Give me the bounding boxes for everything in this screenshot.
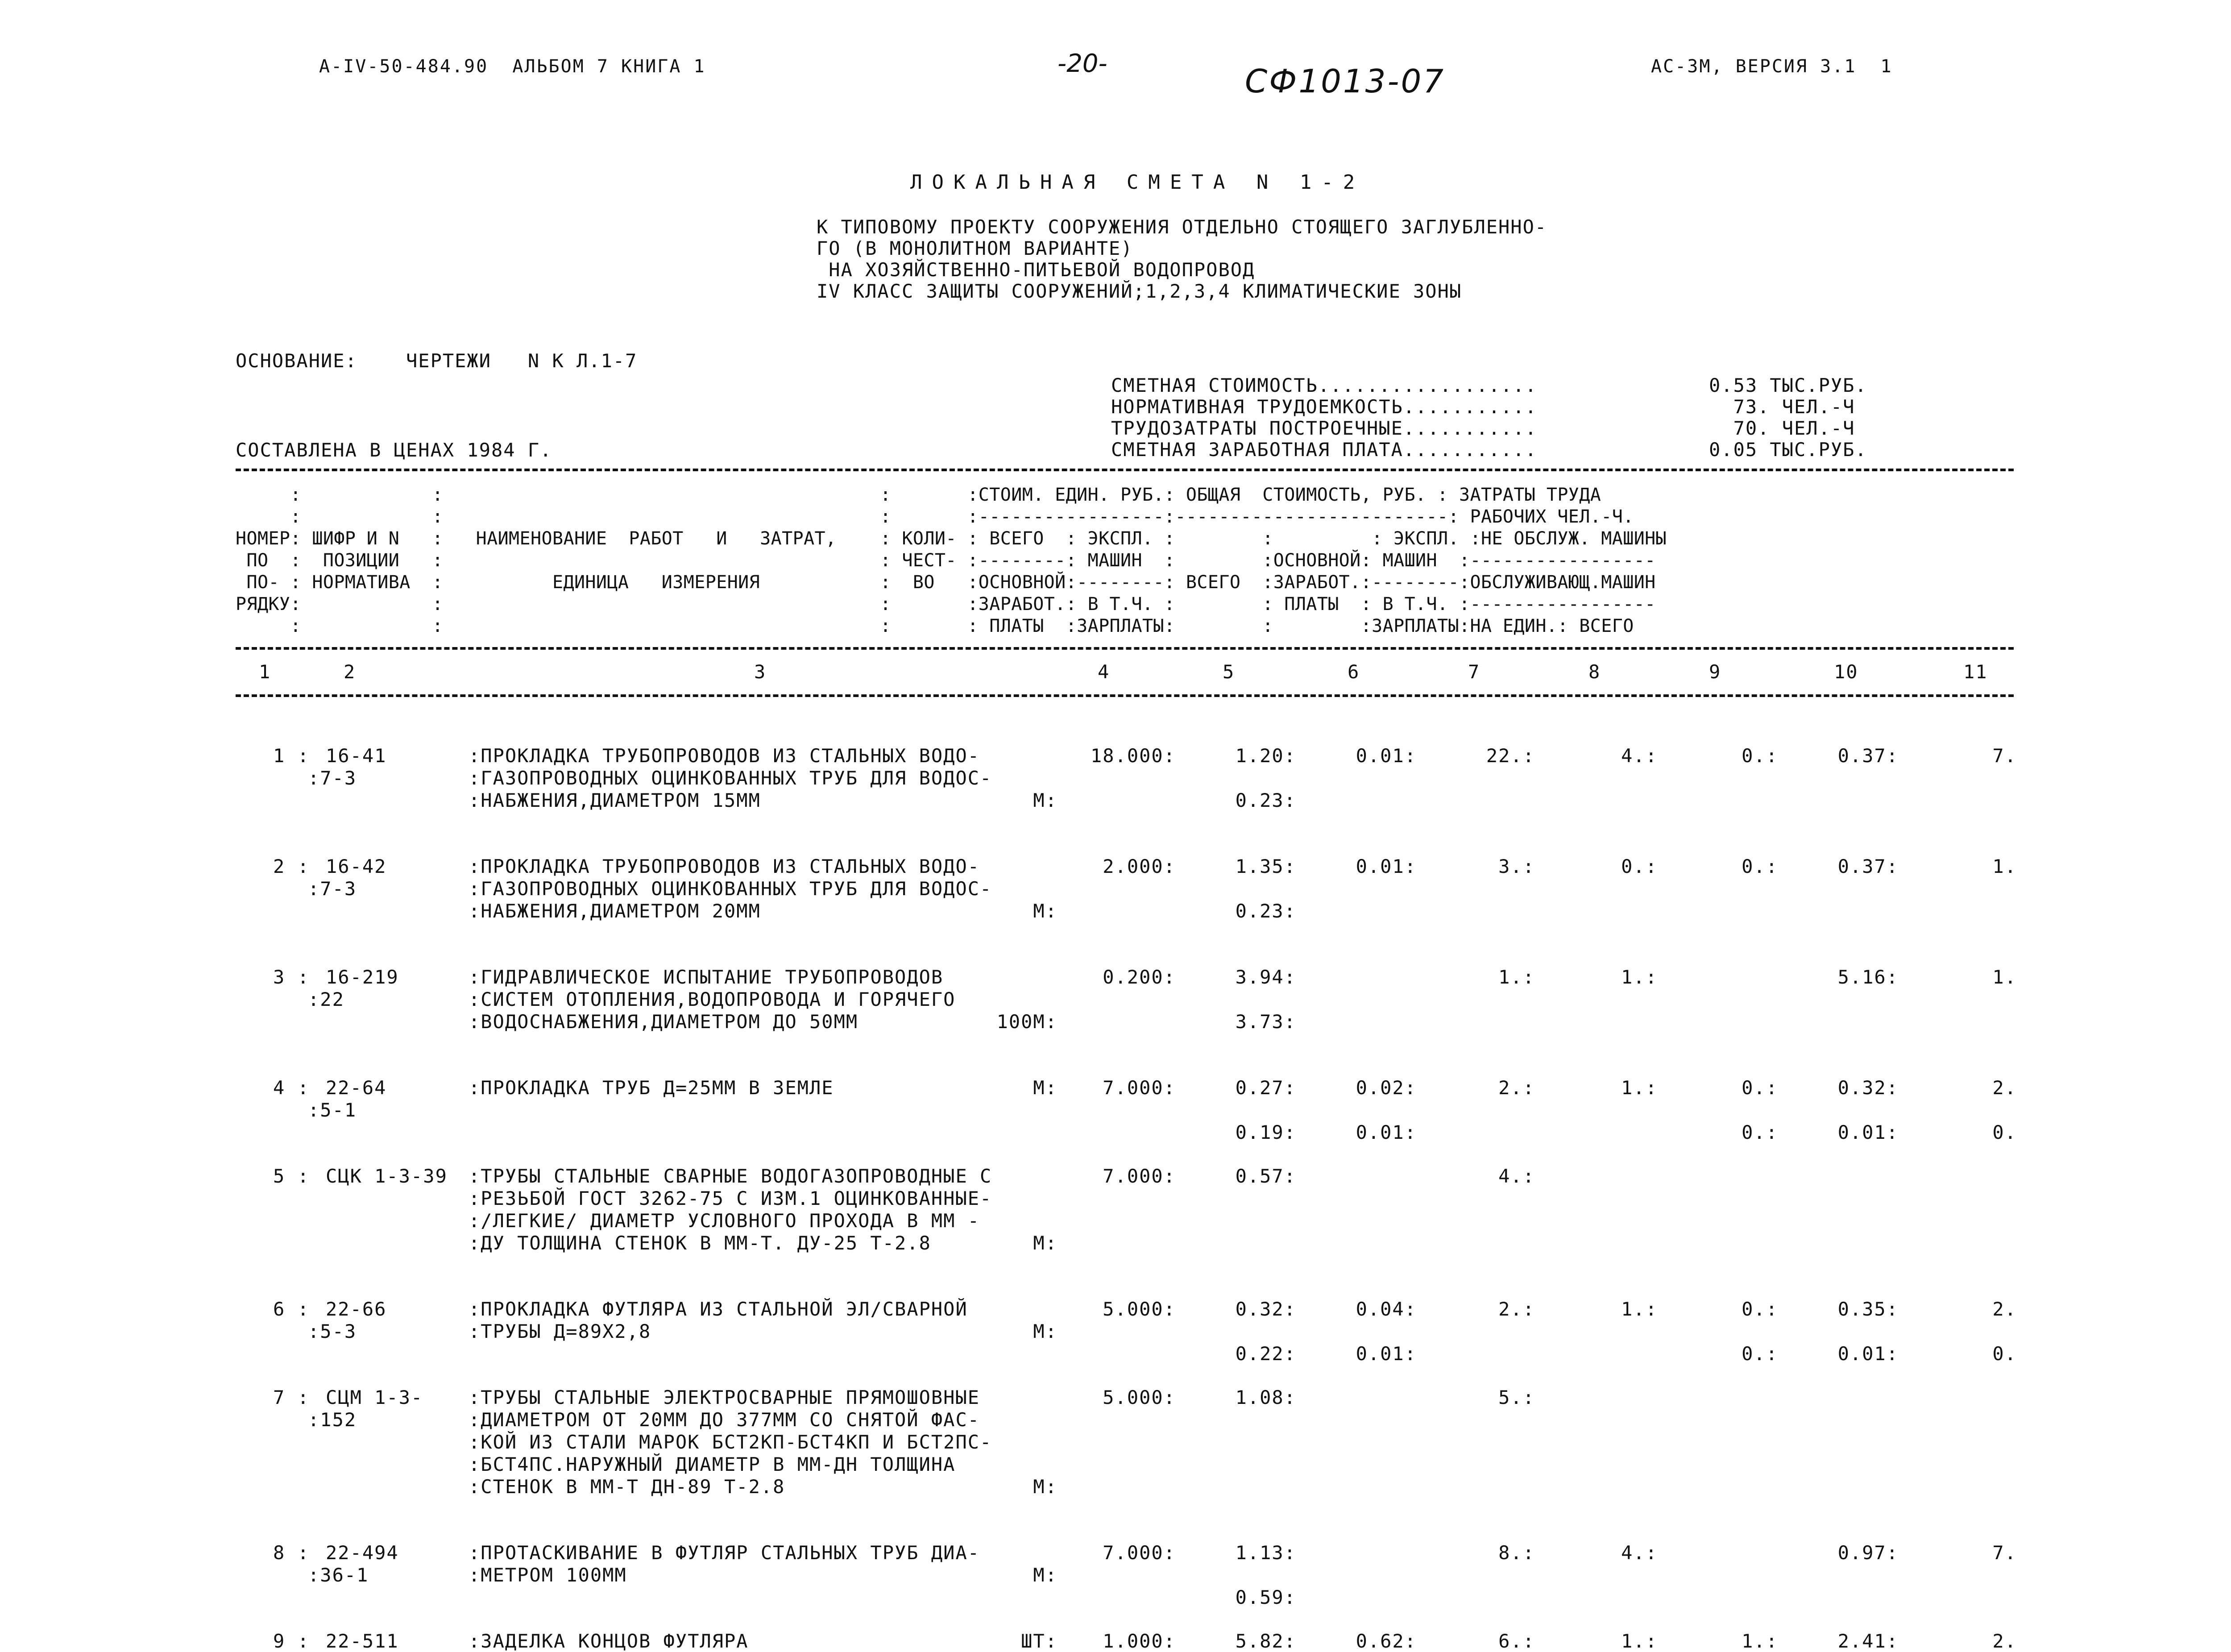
labor-total: 2.	[1992, 1630, 2017, 1652]
work-name: :КОЙ ИЗ СТАЛИ МАРОК БСТ2КП-БСТ4КП И БСТ2ПС-	[469, 1431, 992, 1453]
norm-code: :7-3	[308, 767, 357, 789]
work-name: :СТЕНОК В ММ-Т ДН-89 Т-2.8	[469, 1476, 785, 1498]
work-name: :ГАЗОПРОВОДНЫХ ОЦИНКОВАННЫХ ТРУБ ДЛЯ ВОДОС-	[469, 767, 992, 789]
summary-label: СМЕТНАЯ СТОИМОСТЬ..................	[1111, 374, 1538, 396]
work-name: :СИСТЕМ ОТОПЛЕНИЯ,ВОДОПРОВОДА И ГОРЯЧЕГО	[469, 988, 956, 1010]
prices-line: СОСТАВЛЕНА В ЦЕНАХ 1984 Г.	[236, 439, 552, 461]
labor-per-unit: 0.37:	[1837, 745, 1899, 767]
quantity: 5.000:	[1103, 1298, 1176, 1320]
total-machine-cost: 0.:	[1742, 855, 1778, 877]
norm-code: :36-1	[308, 1564, 369, 1586]
work-name: :ДУ ТОЛЩИНА СТЕНОК В ММ-Т. ДУ-25 Т-2.8	[469, 1232, 931, 1254]
total-cost: 1.:	[1498, 966, 1535, 988]
unit-machine-cost: 0.04:	[1356, 1298, 1417, 1320]
total-salary: 4.:	[1621, 745, 1658, 767]
unit: 100М:	[996, 1011, 1057, 1033]
handwritten-code: СФ1013-07	[1245, 62, 1446, 100]
work-name: :ПРОКЛАДКА ТРУБОПРОВОДОВ ИЗ СТАЛЬНЫХ ВОДО-	[469, 855, 980, 877]
quantity: 7.000:	[1103, 1077, 1176, 1099]
unit-total-cost: 5.82:	[1235, 1630, 1296, 1652]
summary-label: СМЕТНАЯ ЗАРАБОТНАЯ ПЛАТА...........	[1111, 439, 1538, 461]
norm-code: :5-1	[308, 1099, 357, 1121]
labor-per-unit: 0.35:	[1837, 1298, 1899, 1320]
quantity: 1.000:	[1103, 1630, 1176, 1652]
row-number: 4 :	[273, 1077, 310, 1099]
row-number: 1 :	[273, 745, 310, 767]
work-name: :ПРОКЛАДКА ТРУБ Д=25ММ В ЗЕМЛЕ	[469, 1077, 834, 1099]
norm-code: 22-511	[326, 1630, 399, 1652]
labor-total-machine: 0.	[1992, 1343, 2017, 1365]
unit-machine-salary: 0.01:	[1356, 1343, 1417, 1365]
total-machine-salary: 0.:	[1742, 1343, 1778, 1365]
summary-value: 73. ЧЕЛ.-Ч	[1709, 396, 1855, 418]
norm-code: :22	[308, 988, 344, 1010]
document-code: А-IV-50-484.90 АЛЬБОМ 7 КНИГА 1	[319, 56, 706, 77]
summary-value: 70. ЧЕЛ.-Ч	[1709, 417, 1855, 439]
work-name: :НАБЖЕНИЯ,ДИАМЕТРОМ 20ММ	[469, 900, 761, 922]
work-name: :ТРУБЫ Д=89Х2,8	[469, 1320, 651, 1342]
unit-total-cost: 1.08:	[1235, 1386, 1296, 1408]
unit: М:	[1033, 1564, 1057, 1586]
total-machine-cost: 0.:	[1742, 1077, 1778, 1099]
quantity: 7.000:	[1103, 1165, 1176, 1187]
unit: М:	[1033, 789, 1057, 811]
unit-total-cost: 0.27:	[1235, 1077, 1296, 1099]
labor-per-unit: 5.16:	[1837, 966, 1899, 988]
work-name: :ТРУБЫ СТАЛЬНЫЕ СВАРНЫЕ ВОДОГАЗОПРОВОДНЫЕ С	[469, 1165, 992, 1187]
quantity: 2.000:	[1103, 855, 1176, 877]
total-cost: 6.:	[1498, 1630, 1535, 1652]
labor-total: 7.	[1992, 745, 2017, 767]
work-name: :РЕЗЬБОЙ ГОСТ 3262-75 С ИЗМ.1 ОЦИНКОВАННЫЕ-	[469, 1187, 992, 1209]
norm-code: 16-41	[326, 745, 387, 767]
work-name: :МЕТРОМ 100ММ	[469, 1564, 627, 1586]
work-name: :ГАЗОПРОВОДНЫХ ОЦИНКОВАННЫХ ТРУБ ДЛЯ ВОДОС-	[469, 878, 992, 900]
total-salary: 4.:	[1621, 1542, 1658, 1564]
labor-total: 2.	[1992, 1077, 2017, 1099]
basis-line: ОСНОВАНИЕ: ЧЕРТЕЖИ N К Л.1-7	[236, 350, 638, 372]
table-header-line: НОМЕР: ШИФР И N : НАИМЕНОВАНИЕ РАБОТ И ЗАТРАТ, : КОЛИ- : ВСЕГО : ЭКСПЛ. : : : ЭКСПЛ. :НЕ ОБСЛУЖ. МАШИНЫ	[236, 528, 1667, 549]
unit: М:	[1033, 900, 1057, 922]
column-numbers-rule	[236, 694, 2014, 697]
norm-code: :7-3	[308, 878, 357, 900]
labor-total: 1.	[1992, 855, 2017, 877]
quantity: 0.200:	[1103, 966, 1176, 988]
labor-total: 2.	[1992, 1298, 2017, 1320]
table-header-line: РЯДКУ: : : :ЗАРАБОТ.: В Т.Ч. : : ПЛАТЫ : В Т.Ч. :-----------------	[236, 594, 1656, 614]
labor-total-machine: 0.	[1992, 1121, 2017, 1143]
total-machine-cost: 0.:	[1742, 745, 1778, 767]
labor-total: 7.	[1992, 1542, 2017, 1564]
total-cost: 5.:	[1498, 1386, 1535, 1408]
unit-total-cost: 0.32:	[1235, 1298, 1296, 1320]
total-salary: 1.:	[1621, 966, 1658, 988]
column-number: 4	[1098, 661, 1110, 683]
total-salary: 1.:	[1621, 1630, 1658, 1652]
row-number: 8 :	[273, 1542, 310, 1564]
work-name: :ЗАДЕЛКА КОНЦОВ ФУТЛЯРА	[469, 1630, 749, 1652]
norm-code: 16-219	[326, 966, 399, 988]
column-number: 5	[1223, 661, 1235, 683]
unit-basic-salary: 0.22:	[1235, 1343, 1296, 1365]
unit: ШТ:	[1021, 1630, 1057, 1652]
subtitle-line: IV КЛАСС ЗАЩИТЫ СООРУЖЕНИЙ;1,2,3,4 КЛИМАТИЧЕСКИЕ ЗОНЫ	[817, 280, 1462, 302]
total-cost: 3.:	[1498, 855, 1535, 877]
column-number: 1	[259, 661, 271, 683]
work-name: :ВОДОСНАБЖЕНИЯ,ДИАМЕТРОМ ДО 50ММ	[469, 1011, 858, 1033]
unit-total-cost: 1.13:	[1235, 1542, 1296, 1564]
unit-basic-salary: 0.59:	[1235, 1586, 1296, 1608]
subtitle-line: К ТИПОВОМУ ПРОЕКТУ СООРУЖЕНИЯ ОТДЕЛЬНО СТОЯЩЕГО ЗАГЛУБЛЕННО-	[817, 216, 1547, 238]
labor-per-unit: 2.41:	[1837, 1630, 1899, 1652]
row-number: 3 :	[273, 966, 310, 988]
subtitle-line: НА ХОЗЯЙСТВЕННО-ПИТЬЕВОЙ ВОДОПРОВОД	[817, 259, 1255, 281]
work-name: :/ЛЕГКИЕ/ ДИАМЕТР УСЛОВНОГО ПРОХОДА В ММ -	[469, 1210, 980, 1232]
norm-code: 22-66	[326, 1298, 387, 1320]
column-number: 9	[1709, 661, 1721, 683]
labor-per-unit: 0.37:	[1837, 855, 1899, 877]
unit-basic-salary: 0.23:	[1235, 900, 1296, 922]
row-number: 7 :	[273, 1386, 310, 1408]
work-name: :ПРОКЛАДКА ТРУБОПРОВОДОВ ИЗ СТАЛЬНЫХ ВОДО-	[469, 745, 980, 767]
total-salary: 0.:	[1621, 855, 1658, 877]
total-machine-cost: 1.:	[1742, 1630, 1778, 1652]
total-machine-salary: 0.:	[1742, 1121, 1778, 1143]
column-number: 7	[1468, 661, 1480, 683]
summary-value: 0.05 ТЫС.РУБ.	[1709, 439, 1867, 461]
table-header-line: ПО : ПОЗИЦИИ : : ЧЕСТ- :--------: МАШИН : :ОСНОВНОЙ: МАШИН :-----------------	[236, 550, 1656, 571]
column-number: 3	[754, 661, 767, 683]
norm-code: 22-64	[326, 1077, 387, 1099]
column-number: 6	[1348, 661, 1360, 683]
total-cost: 2.:	[1498, 1077, 1535, 1099]
norm-code: СЦК 1-3-39	[326, 1165, 448, 1187]
work-name: :БСТ4ПС.НАРУЖНЫЙ ДИАМЕТР В ММ-ДН ТОЛЩИНА	[469, 1453, 956, 1475]
total-cost: 2.:	[1498, 1298, 1535, 1320]
summary-label: НОРМАТИВНАЯ ТРУДОЕМКОСТЬ...........	[1111, 396, 1538, 418]
unit-machine-cost: 0.01:	[1356, 855, 1417, 877]
unit-basic-salary: 0.19:	[1235, 1121, 1296, 1143]
column-number: 10	[1834, 661, 1858, 683]
work-name: :ПРОТАСКИВАНИЕ В ФУТЛЯР СТАЛЬНЫХ ТРУБ ДИА-	[469, 1542, 980, 1564]
unit-total-cost: 0.57:	[1235, 1165, 1296, 1187]
labor-per-unit-machine: 0.01:	[1837, 1343, 1899, 1365]
unit: М:	[1033, 1077, 1057, 1099]
quantity: 18.000:	[1090, 745, 1176, 767]
table-header-line: : : : :-----------------:-------------------------: РАБОЧИХ ЧЕЛ.-Ч.	[236, 506, 1634, 527]
table-header-line: : : : :СТОИМ. ЕДИН. РУБ.: ОБЩАЯ СТОИМОСТЬ, РУБ. : ЗАТРАТЫ ТРУДА	[236, 485, 1601, 505]
table-header-line: ПО- : НОРМАТИВА : ЕДИНИЦА ИЗМЕРЕНИЯ : ВО :ОСНОВНОЙ:--------: ВСЕГО :ЗАРАБОТ.:--------:ОБСЛУЖИВАЮЩ.МАШИН	[236, 572, 1656, 593]
norm-code: 16-42	[326, 855, 387, 877]
unit: М:	[1033, 1232, 1057, 1254]
norm-code: СЦМ 1-3-	[326, 1386, 423, 1408]
subtitle-line: ГО (В МОНОЛИТНОМ ВАРИАНТЕ)	[817, 237, 1133, 259]
column-number: 11	[1963, 661, 1988, 683]
table-top-rule	[236, 469, 2014, 471]
unit-total-cost: 3.94:	[1235, 966, 1296, 988]
labor-per-unit: 0.32:	[1837, 1077, 1899, 1099]
column-number: 8	[1588, 661, 1601, 683]
unit-machine-salary: 0.01:	[1356, 1121, 1417, 1143]
total-salary: 1.:	[1621, 1298, 1658, 1320]
labor-total: 1.	[1992, 966, 2017, 988]
unit-basic-salary: 3.73:	[1235, 1011, 1296, 1033]
norm-code: :152	[308, 1409, 357, 1431]
unit-total-cost: 1.35:	[1235, 855, 1296, 877]
unit: М:	[1033, 1320, 1057, 1342]
norm-code: 22-494	[326, 1542, 399, 1564]
work-name: :ГИДРАВЛИЧЕСКОЕ ИСПЫТАНИЕ ТРУБОПРОВОДОВ	[469, 966, 944, 988]
row-number: 5 :	[273, 1165, 310, 1187]
program-version: АС-3М, ВЕРСИЯ 3.1 1	[1651, 56, 1893, 77]
work-name: :НАБЖЕНИЯ,ДИАМЕТРОМ 15ММ	[469, 789, 761, 811]
work-name: :ПРОКЛАДКА ФУТЛЯРА ИЗ СТАЛЬНОЙ ЭЛ/СВАРНОЙ	[469, 1298, 968, 1320]
estimate-title: ЛОКАЛЬНАЯ СМЕТА N 1-2	[910, 171, 1365, 194]
unit-machine-cost: 0.01:	[1356, 745, 1417, 767]
total-cost: 8.:	[1498, 1542, 1535, 1564]
column-number: 2	[344, 661, 356, 683]
total-salary: 1.:	[1621, 1077, 1658, 1099]
row-number: 6 :	[273, 1298, 310, 1320]
unit-machine-cost: 0.02:	[1356, 1077, 1417, 1099]
quantity: 5.000:	[1103, 1386, 1176, 1408]
total-cost: 22.:	[1486, 745, 1535, 767]
work-name: :ДИАМЕТРОМ ОТ 20ММ ДО 377ММ СО СНЯТОЙ ФАС-	[469, 1409, 980, 1431]
row-number: 9 :	[273, 1630, 310, 1652]
work-name: :ТРУБЫ СТАЛЬНЫЕ ЭЛЕКТРОСВАРНЫЕ ПРЯМОШОВНЫЕ	[469, 1386, 980, 1408]
quantity: 7.000:	[1103, 1542, 1176, 1564]
table-header-line: : : : : ПЛАТЫ :ЗАРПЛАТЫ: : :ЗАРПЛАТЫ:НА ЕДИН.: ВСЕГО	[236, 616, 1634, 636]
summary-label: ТРУДОЗАТРАТЫ ПОСТРОЕЧНЫЕ...........	[1111, 417, 1538, 439]
total-machine-cost: 0.:	[1742, 1298, 1778, 1320]
summary-value: 0.53 ТЫС.РУБ.	[1709, 374, 1867, 396]
header-bottom-rule	[236, 647, 2014, 650]
total-cost: 4.:	[1498, 1165, 1535, 1187]
page-number: -20-	[1057, 49, 1107, 78]
norm-code: :5-3	[308, 1320, 357, 1342]
unit-basic-salary: 0.23:	[1235, 789, 1296, 811]
row-number: 2 :	[273, 855, 310, 877]
labor-per-unit-machine: 0.01:	[1837, 1121, 1899, 1143]
unit-machine-cost: 0.62:	[1356, 1630, 1417, 1652]
unit: М:	[1033, 1476, 1057, 1498]
labor-per-unit: 0.97:	[1837, 1542, 1899, 1564]
unit-total-cost: 1.20:	[1235, 745, 1296, 767]
